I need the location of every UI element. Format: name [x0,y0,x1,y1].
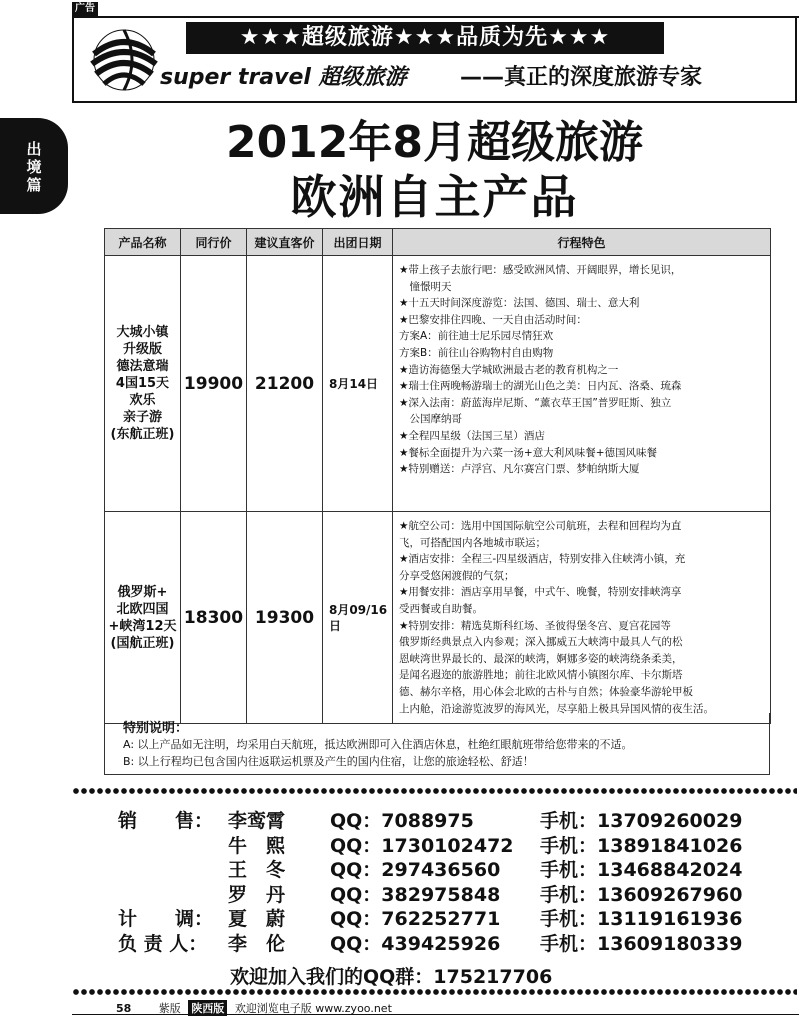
agent-price: 18300 [181,512,247,724]
feature-line: ★造访海德堡大学城欧洲最古老的教育机构之一 [399,363,619,376]
contact-name: 王 冬 [228,859,286,881]
contact-role: 计 调： [118,908,214,930]
feature-line: ★带上孩子去旅行吧：感受欧洲风情、开阔眼界，增长见识， [399,264,682,276]
contact-qq: QQ：1730102472 [330,834,514,857]
contact-qq: QQ：762252771 [330,908,501,930]
feature-line: 公国摩纳哥 [399,413,462,426]
contact-row [118,904,778,929]
contact-mobile: 手机：13609180339 [540,932,743,955]
header-top-rule [72,16,799,18]
side-tab-label: 出境篇 [26,140,42,194]
feature-line: ★特别安排：精选莫斯科红场、圣彼得堡冬宫、夏宫花园等 [399,619,671,632]
brand-logo-text [160,60,407,91]
col-header-product: 产品名称 [105,229,181,256]
table-header-row [105,229,771,256]
product-name-line: (国航正班) [110,635,175,651]
footer-website: 欢迎浏览电子版 www.zyoo.net [234,1002,392,1015]
product-name-line: +峡湾12天 [108,618,177,634]
feature-line: ★瑞士住两晚畅游瑞士的湖光山色之美：日内瓦、洛桑、琉森 [399,380,682,393]
header-bottom-rule [72,101,797,103]
edition-label: 紫版 [158,1002,181,1015]
departure-date: 8月14日 [323,256,393,512]
retail-price: 19300 [247,512,323,724]
contact-qq: QQ：382975848 [330,883,501,906]
feature-line: 方案A：前往迪士尼乐园尽情狂欢 [399,330,554,343]
itinerary-features [393,512,771,724]
special-notes [104,713,770,775]
product-name-line: (东航正班) [110,427,175,442]
contact-row [118,831,778,856]
qq-group-invite: 欢迎加入我们的QQ群：175217706 [230,966,553,988]
contact-qq: QQ：439425926 [330,932,501,955]
dotted-divider-bottom [72,988,797,996]
feature-line: 俄罗斯经典景点入内参观；深入挪威五大峡湾中最具人气的松 [399,636,683,649]
contact-name: 夏 蔚 [228,908,286,930]
notes-title: 特别说明： [123,721,189,736]
contact-name: 牛 熙 [228,834,286,857]
contact-row [118,929,778,954]
page-title-line2: 欧洲自主产品 [290,170,579,224]
contact-mobile: 手机：13119161936 [540,908,743,930]
feature-line: 德、赫尔辛格，用心体会北欧的古朴与自然；体验豪华游轮甲板 [399,685,693,698]
contact-mobile: 手机：13468842024 [540,859,743,881]
feature-line: ★巴黎安排住四晚、一天自由活动时间： [399,313,587,326]
contact-row [118,806,778,831]
product-name-line: 欢乐 [129,393,156,408]
contact-mobile: 手机：13709260029 [540,810,743,832]
feature-line: ★十五天时间深度游览：法国、德国、瑞士、意大利 [399,297,640,310]
contact-mobile: 手机：13891841026 [540,834,743,857]
header-right-rule [795,16,797,101]
contact-row [118,880,778,905]
col-header-agent-price: 同行价 [181,229,247,256]
header-tagline: ——真正的深度旅游专家 [460,65,703,90]
contact-list [118,806,778,953]
notes-line: B: 以上行程均已包含国内往返联运机票及产生的国内住宿，让您的旅途轻松、舒适！ [123,755,534,768]
feature-line: ★特别赠送：卢浮宫、凡尔赛宫门票、梦帕纳斯大厦 [399,463,640,476]
product-name-line: 升级版 [122,342,162,357]
feature-line: 飞，可搭配国内各地城市联运； [399,536,546,549]
product-name-line: 德法意瑞 [116,359,169,374]
header-slogan: ★★★超级旅游★★★品质为先★★★ [186,22,664,54]
contact-role: 负 责 人： [118,932,208,955]
feature-line: 分享受悠闲渡假的气氛； [399,569,515,582]
itinerary-features [393,256,771,512]
product-name [105,512,181,724]
footer-rule [72,1014,799,1015]
col-header-features: 行程特色 [393,229,771,256]
feature-line: 是闻名遐迩的旅游胜地；前往北欧风情小镇图尔库、卡尔斯塔 [399,669,683,682]
product-table [104,228,771,724]
retail-price: 21200 [247,256,323,512]
contact-role: 销 售： [118,810,214,832]
globe-logo-icon [80,24,160,96]
page-number: 58 [116,1002,132,1015]
departure-date: 8月09/16日 [323,512,393,724]
edition-box: 陕西版 [188,1000,227,1016]
feature-line: 上内舱，沿途游览波罗的海风光，尽享船上极具异国风情的夜生活。 [399,702,714,715]
contact-name: 李 伦 [228,932,286,955]
contact-mobile: 手机：13609267960 [540,883,743,906]
feature-line: 恩峡湾世界最长的、最深的峡湾，婀娜多姿的峡湾绕条柔美， [399,652,683,665]
feature-line: ★酒店安排：全程三-四星级酒店，特别安排入住峡湾小镇，充 [399,553,686,566]
brand-cn: 超级旅游 [318,65,407,90]
agent-price: 19900 [181,256,247,512]
table-row [105,512,771,724]
feature-line: 受西餐或自助餐。 [399,602,483,615]
contact-qq: QQ：7088975 [330,810,474,832]
contact-name: 罗 丹 [228,883,286,906]
col-header-retail-price: 建议直客价 [247,229,323,256]
product-name-line: 俄罗斯+ [117,584,168,600]
feature-line: 憧憬明天 [399,280,452,293]
product-name-line: 大城小镇 [116,325,169,340]
notes-line: A: 以上产品如无注明，均采用白天航班，抵达欧洲即可入住酒店休息，杜绝红眼航班带给您带来的不适。 [123,738,633,751]
col-header-date: 出团日期 [323,229,393,256]
feature-line: ★航空公司：选用中国国际航空公司航班，去程和回程均为直 [399,520,682,532]
table-row [105,256,771,512]
contact-row [118,855,778,880]
feature-line: 方案B：前往山谷购物村自由购物 [399,346,554,359]
contact-qq: QQ：297436560 [330,859,501,881]
dotted-divider-top [72,787,797,795]
product-name-line: 北欧四国 [116,601,169,617]
feature-line: ★餐标全面提升为六菜一汤+意大利风味餐+德国风味餐 [399,446,658,459]
product-name-line: 4国15天 [115,376,170,391]
product-name-line: 亲子游 [122,410,162,425]
ad-tag: 广告 [72,2,98,16]
brand-en: super travel [160,65,311,90]
page-title-line1: 2012年8月超级旅游 [225,117,644,168]
feature-line: ★全程四星级（法国三星）酒店 [399,429,545,442]
feature-line: ★深入法南：蔚蓝海岸尼斯、“薰衣草王国”普罗旺斯、独立 [399,396,672,409]
feature-line: ★用餐安排：酒店享用早餐，中式午、晚餐，特别安排峡湾享 [399,586,682,599]
product-name [105,256,181,512]
header-left-rule [72,16,74,101]
contact-name: 李鸾霄 [228,810,286,832]
